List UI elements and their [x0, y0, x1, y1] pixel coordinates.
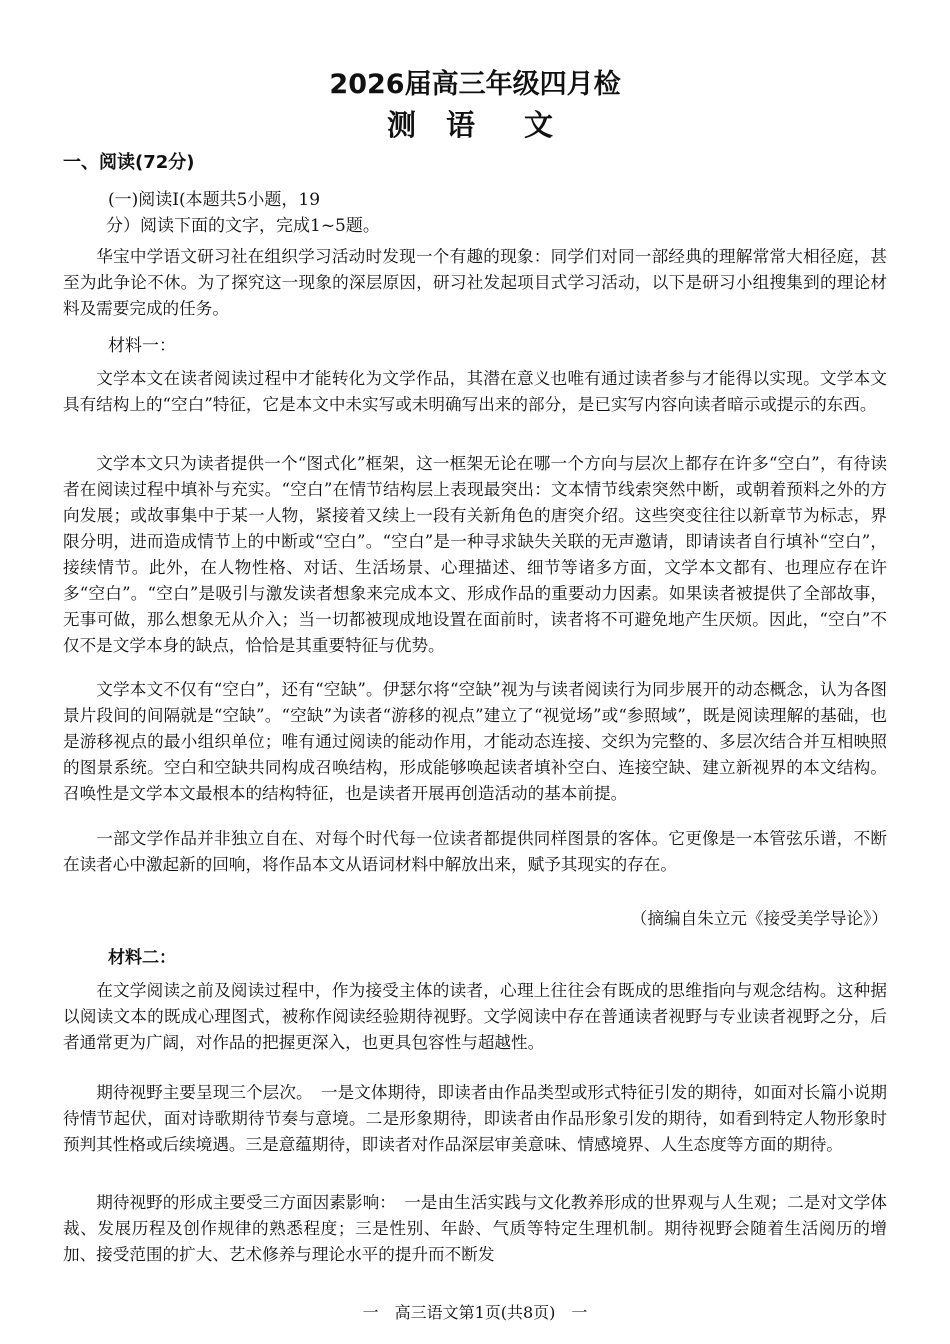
intro-paragraph: 华宝中学语文研习社在组织学习活动时发现一个有趣的现象：同学们对同一部经典的理解常常大相径庭，甚至为此争论不休。为了探究这一现象的深层原因，研习社发起项目式学习活动，以下是研习小组搜集到的理论材料及需要完成的任务。: [63, 247, 887, 318]
page-footer: 一 高三语文第1页(共8页) 一: [362, 1303, 588, 1322]
material2-paragraph-1: 在文学阅读之前及阅读过程中，作为接受主体的读者，心理上往往会有既成的思维指向与观念结构。这种据以阅读文本的既成心理图式，被称作阅读经验期待视野。文学阅读中存在普通读者视野与专业读者视野之分，后者通常更为广阔，对作品的把握更深入，也更具包容性与超越性。: [63, 981, 887, 1052]
exam-title-line1: 2026届高三年级四月检: [329, 69, 621, 100]
subsection-line2: 分）阅读下面的文字，完成1~5题。: [106, 216, 380, 236]
section-heading: 一、阅读(72分): [63, 152, 195, 173]
exam-title-line2: 测 语 文: [386, 108, 564, 142]
subsection-instructions: [108, 187, 408, 239]
material1-paragraph-3: 文学本文不仅有“空白”，还有“空缺”。伊瑟尔将“空缺”视为与读者阅读行为同步展开的动态概念，认为各图景片段间的间隔就是“空缺”。“空缺”为读者“游移的视点”建立了“视觉场”或“参照域”，既是阅读理解的基础，也是游移视点的最小组织单位；唯有通过阅读的能动作用，才能动态连接、交织为完整的、多层次结合并互相映照的图景系统。空白和空缺共同构成召唤结构，形成能够唤起读者填补空白、连接空缺、建立新视界的本文结构。召唤性是文学本文最根本的结构特征，也是读者开展再创造活动的基本前提。: [63, 680, 887, 803]
material1-paragraph-4: 一部文学作品并非独立自在、对每个时代每一位读者都提供同样图景的客体。它更像是一本管弦乐谱，不断在读者心中激起新的回响，将作品本文从语词材料中解放出来，赋予其现实的存在。: [63, 829, 887, 874]
material2-paragraph-3: 期待视野的形成主要受三方面因素影响： 一是由生活实践与文化教养形成的世界观与人生观；二是对文学体裁、发展历程及创作规律的熟悉程度；三是性别、年龄、气质等特定生理机制。期待视野会随着生活阅历的增加、接受范围的扩大、艺术修养与理论水平的提升而不断发: [63, 1193, 887, 1264]
material1-paragraph-2: 文学本文只为读者提供一个“图式化”框架，这一框架无论在哪一个方向与层次上都存在许多“空白”，有待读者在阅读过程中填补与充实。“空白”在情节结构层上表现最突出：文本情节线索突然中断，或朝着预料之外的方向发展；或故事集中于某一人物，紧接着又续上一段有关新角色的唐突介绍。这些突变往往以新章节为标志，界限分明，进而造成情节上的中断或“空白”。“空白”是一种寻求缺失关联的无声邀请，即请读者自行填补“空白”，接续情节。此外，在人物性格、对话、生活场景、心理描述、细节等诸多方面，文学本文都有、也理应存在许多“空白”。“空白”是吸引与激发读者想象来完成本文、形成作品的重要动力因素。如果读者被提供了全部故事，无事可做，那么想象无从介入；当一切都被现成地设置在面前时，读者将不可避免地产生厌烦。因此，“空白”不仅不是文学本身的缺点，恰恰是其重要特征与优势。: [63, 454, 887, 655]
material1-source: （摘编自朱立元《接受美学导论》）: [630, 909, 888, 928]
material2-label: 材料二：: [108, 948, 176, 968]
subsection-line1: (一)阅读Ⅰ(本题共5小题，19: [108, 190, 321, 210]
material1-label: 材料一：: [108, 336, 176, 356]
material2-paragraph-2: 期待视野主要呈现三个层次。 一是文体期待，即读者由作品类型或形式特征引发的期待，如面对长篇小说期待情节起伏，面对诗歌期待节奏与意境。二是形象期待，即读者由作品形象引发的期待，如看到特定人物形象时预判其性格或后续境遇。三是意蕴期待，即读者对作品深层审美意味、情感境界、人生态度等方面的期待。: [63, 1083, 887, 1154]
material1-paragraph-1: 文学本文在读者阅读过程中才能转化为文学作品，其潜在意义也唯有通过读者参与才能得以实现。文学本文具有结构上的“空白”特征，它是本文中未实写或未明确写出来的部分，是已实写内容向读者暗示或提示的东西。: [63, 369, 887, 414]
